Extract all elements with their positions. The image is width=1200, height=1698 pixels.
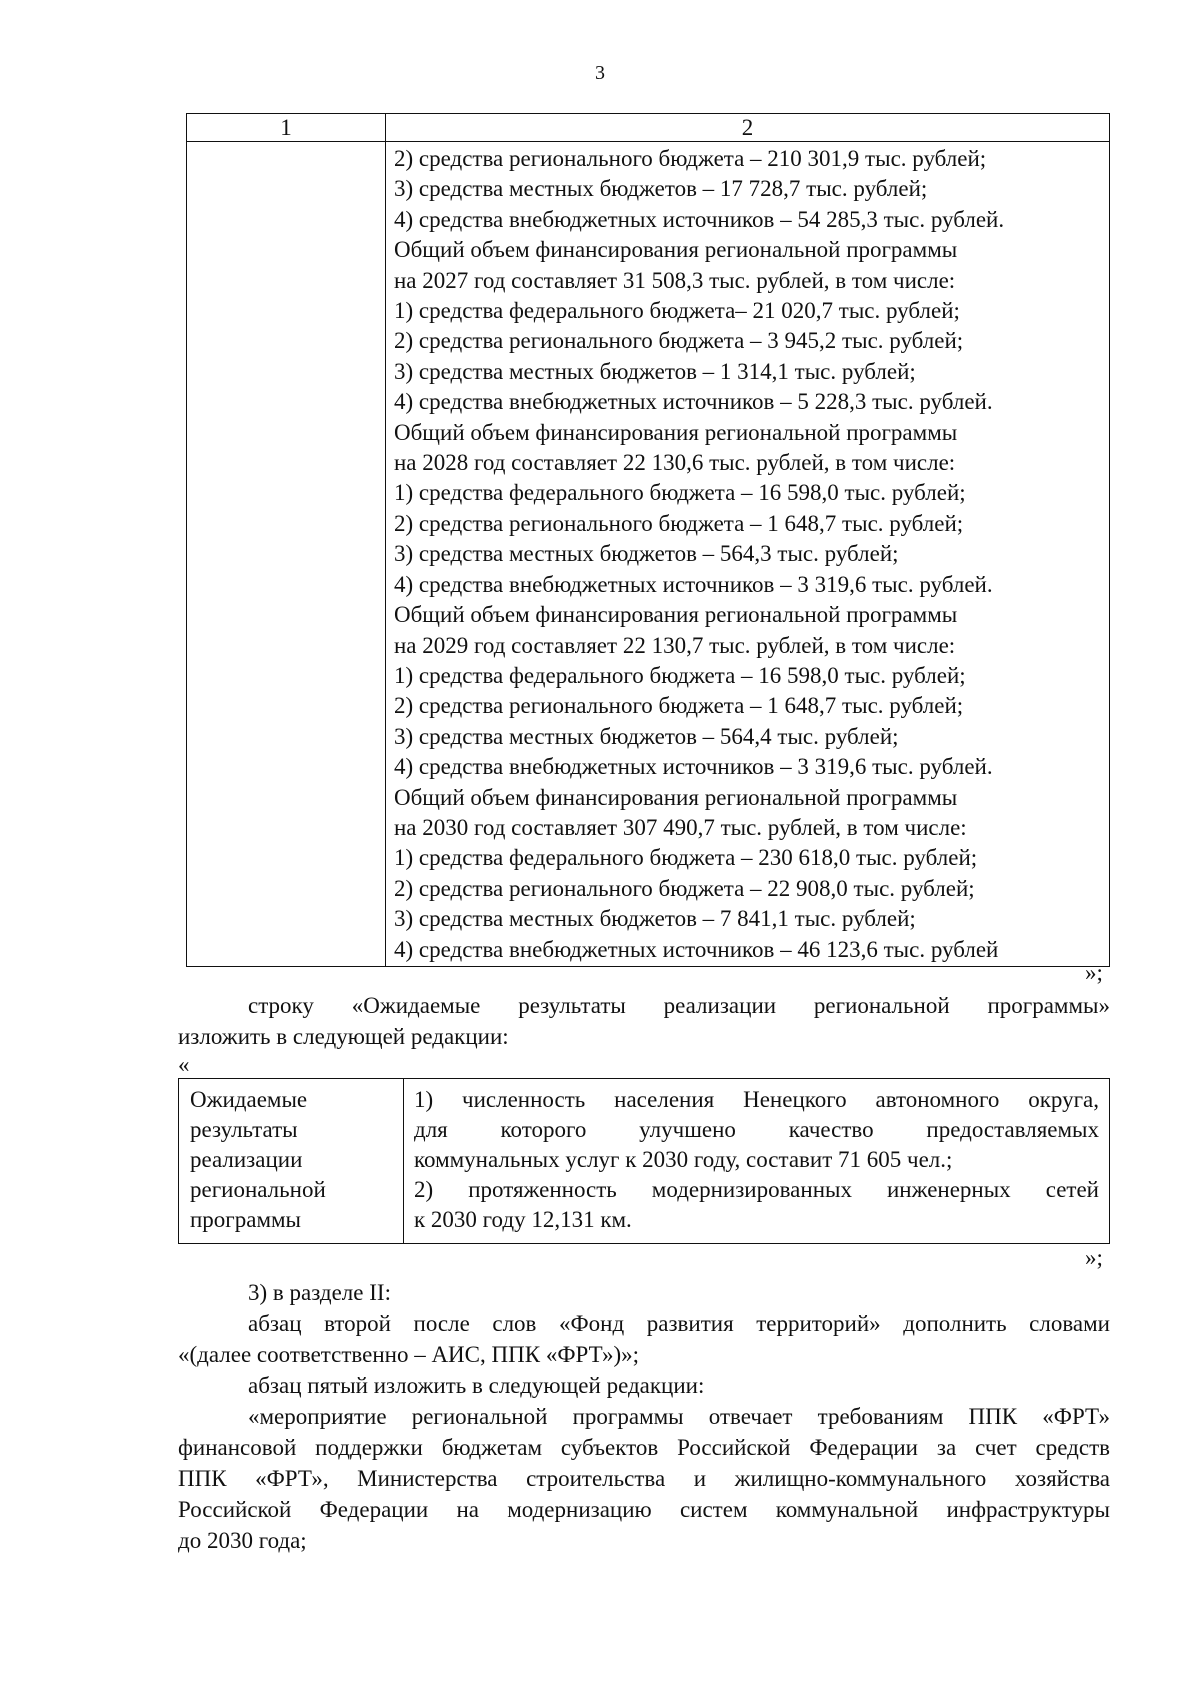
paragraph-line: до 2030 года; [178,1528,307,1553]
header-col-1: 1 [187,114,386,142]
financing-line: 1) средства федерального бюджета – 16 598,0 тыс. рублей; [394,662,966,688]
result-line: 2) протяженность модернизированных инженерных сетей [414,1177,1099,1202]
financing-line: 4) средства внебюджетных источников – 5 228,3 тыс. рублей. [394,389,993,415]
financing-line: 1) средства федерального бюджета – 16 598,0 тыс. рублей; [394,480,966,506]
table-row [179,1079,1110,1244]
financing-line: на 2027 год составляет 31 508,3 тыс. рублей, в том числе: [394,267,956,293]
closing-quote: »; [1085,1245,1103,1270]
result-line: коммунальных услуг к 2030 году, составит 71 605 чел.; [414,1147,953,1172]
results-label-cell [179,1079,404,1244]
section-heading: 3) в разделе II: [248,1280,391,1305]
paragraph-line: «(далее соответственно – АИС, ППК «ФРТ»)»; [178,1342,640,1367]
financing-line: 2) средства регионального бюджета – 1 648,7 тыс. рублей; [394,510,964,536]
paragraph-line: финансовой поддержки бюджетам субъектов Российской Федерации за счет средств [178,1435,1110,1460]
label-line: региональной [190,1177,326,1202]
paragraph-line: абзац второй после слов «Фонд развития территорий» дополнить словами [248,1311,1110,1336]
financing-line: Общий объем финансирования региональной программы [394,237,958,263]
financing-line: 2) средства регионального бюджета – 22 908,0 тыс. рублей; [394,875,975,901]
financing-line: 4) средства внебюджетных источников – 3 319,6 тыс. рублей. [394,754,993,780]
financing-line: на 2030 год составляет 307 490,7 тыс. рублей, в том числе: [394,814,967,840]
financing-table [186,113,1110,967]
financing-line: 3) средства местных бюджетов – 17 728,7 тыс. рублей; [394,176,928,202]
label-line: программы [190,1207,302,1232]
financing-line: Общий объем финансирования региональной программы [394,784,958,810]
financing-line: 1) средства федерального бюджета – 230 618,0 тыс. рублей; [394,845,978,871]
section-body [178,1277,1110,1556]
financing-line: 3) средства местных бюджетов – 7 841,1 тыс. рублей; [394,906,916,932]
financing-line: 1) средства федерального бюджета– 21 020,7 тыс. рублей; [394,298,960,324]
financing-line: на 2028 год составляет 22 130,6 тыс. рублей, в том числе: [394,450,956,476]
label-line: Ожидаемые [190,1087,308,1112]
financing-line: 4) средства внебюджетных источников – 3 319,6 тыс. рублей. [394,571,993,597]
result-line: 1) численность населения Ненецкого автономного округа, [414,1087,1099,1112]
financing-line: 4) средства внебюджетных источников – 46 123,6 тыс. рублей [394,936,999,962]
row-label-cell [187,142,386,967]
result-line: к 2030 году 12,131 км. [414,1207,632,1232]
financing-line: на 2029 год составляет 22 130,7 тыс. рублей, в том числе: [394,632,956,658]
result-line: для которого улучшено качество предоставляемых [414,1117,1099,1142]
label-line: результаты [190,1117,298,1142]
closing-quote: »; [1085,960,1103,985]
intro-line: изложить в следующей редакции: [178,1024,509,1049]
financing-line: 2) средства регионального бюджета – 3 945,2 тыс. рублей; [394,328,964,354]
financing-line: 2) средства регионального бюджета – 210 301,9 тыс. рублей; [394,146,987,171]
opening-quote: « [178,1052,190,1077]
financing-line: Общий объем финансирования региональной программы [394,419,958,445]
financing-line: 2) средства регионального бюджета – 1 648,7 тыс. рублей; [394,693,964,719]
intro-paragraph [178,990,1110,1052]
page-number: 3 [595,62,605,84]
header-col-2: 2 [386,114,1110,142]
label-line: реализации [190,1147,303,1172]
paragraph-line: абзац пятый изложить в следующей редакции: [248,1373,705,1398]
paragraph-line: ППК «ФРТ», Министерства строительства и жилищно-коммунального хозяйства [178,1466,1110,1491]
financing-line: 3) средства местных бюджетов – 564,3 тыс. рублей; [394,541,899,567]
results-table [178,1078,1110,1244]
financing-line: 4) средства внебюджетных источников – 54 285,3 тыс. рублей. [394,206,1005,232]
financing-line: 3) средства местных бюджетов – 1 314,1 тыс. рублей; [394,358,916,384]
paragraph-line: «мероприятие региональной программы отвечает требованиям ППК «ФРТ» [248,1404,1110,1429]
results-text-cell [404,1079,1110,1244]
table-row [187,142,1110,967]
table-header-row [187,114,1110,142]
intro-line: строку «Ожидаемые результаты реализации региональной программы» [248,993,1110,1018]
financing-text-cell [386,142,1110,967]
financing-line: 3) средства местных бюджетов – 564,4 тыс. рублей; [394,723,899,749]
financing-line: Общий объем финансирования региональной программы [394,602,958,628]
paragraph-line: Российской Федерации на модернизацию систем коммунальной инфраструктуры [178,1497,1110,1522]
